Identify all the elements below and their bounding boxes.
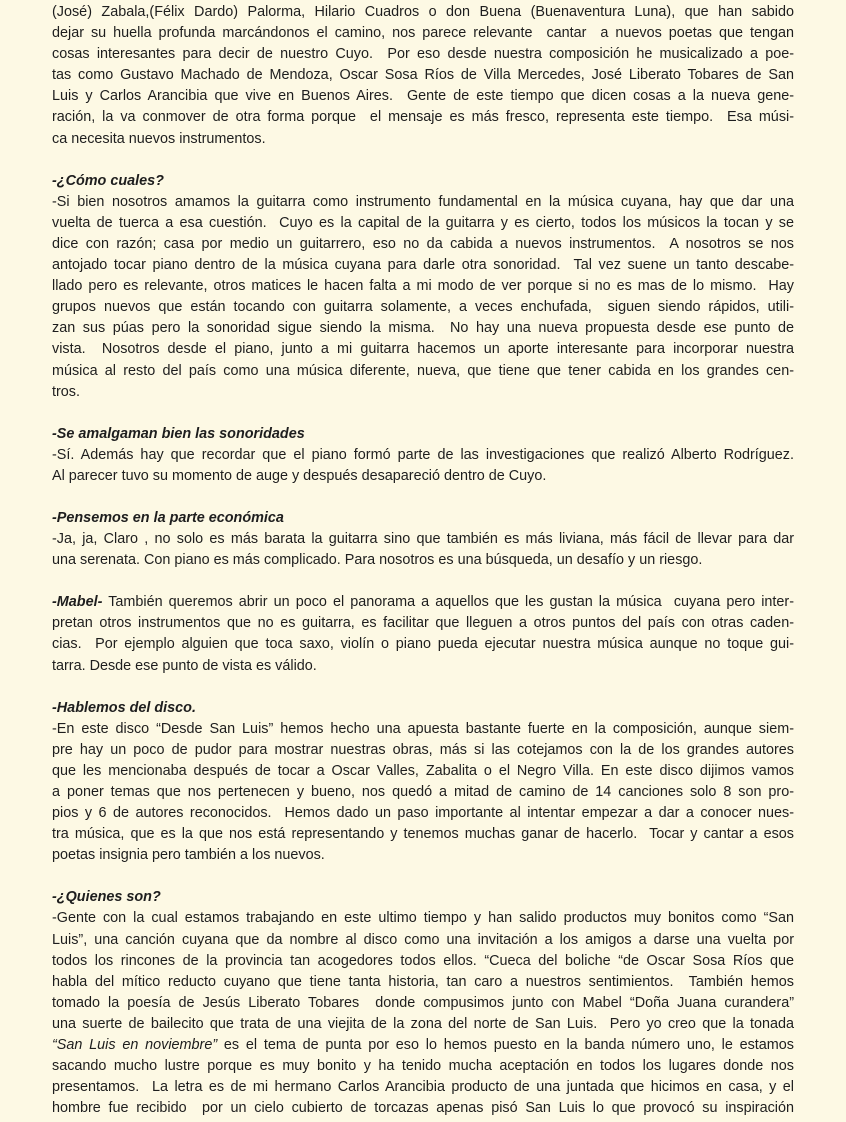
song-title: “San Luis en noviembre” (52, 1037, 218, 1054)
qa-disco (52, 698, 794, 867)
text-line: -Ja, ja, Claro , no solo es más barata la guitarra sino que también es más liviana, más fácil de llevar para dar (52, 531, 794, 548)
text-line: zan sus púas pero la sonoridad sigue siendo la misma. No hay una nueva propuesta desde ese punto de (52, 320, 794, 337)
text-line: habla del mítico reducto cuyano que tiene tanta historia, tan caro a nuestros sentimientos. También hemos (52, 973, 794, 990)
text-line: tomado la poesía de Jesús Liberato Tobares donde compusimos junto con Mabel “Doña Juana curandera” (52, 994, 794, 1011)
text-line: -Si bien nosotros amamos la guitarra como instrumento fundamental en la música cuyana, hay que dar una (52, 193, 794, 210)
interview-question: -¿Quienes son? (52, 889, 161, 906)
text-line: que les mencionaba después de tocar a Oscar Valles, Zabalita o el Negro Villa. En este disco dijimos vamos (52, 762, 794, 779)
qa-como-cuales (52, 171, 794, 403)
qa-mabel (52, 592, 794, 676)
text-line: dejar su huella profunda marcándonos el camino, nos parece relevante cantar a nuevos poetas que tengan (52, 25, 794, 42)
text-line: tas como Gustavo Machado de Mendoza, Oscar Sosa Ríos de Villa Mercedes, José Liberato Tobares de San (52, 67, 794, 84)
text-line: pios y 6 de autores reconocidos. Hemos dado un paso importante al intentar empezar a dar a conocer nues- (52, 805, 794, 822)
text-line: “San Luis en noviembre” es el tema de punta por eso lo hemos puesto en la banda número uno, le estamos (52, 1037, 794, 1054)
text-line: tarra. Desde ese punto de vista es válido. (52, 657, 317, 674)
text-line: tra música, que es la que nos está representando y tenemos muchas ganar de hacerlo. Tocar y cantar a esos (52, 826, 794, 843)
interview-question: -Hablemos del disco. (52, 699, 196, 716)
text-line: -Sí. Además hay que recordar que el piano formó parte de las investigaciones que realizó Alberto Rodríguez. (52, 446, 794, 463)
text-line: sacando mucho lustre porque es muy bonito y ha tenido mucha aceptación en todos los lugares donde nos (52, 1058, 794, 1075)
interview-question: -¿Cómo cuales? (52, 172, 164, 189)
text-line: a poner temas que nos pertenecen y bueno, nos quedó a mitad de camino de 14 canciones solo 8 son pro- (52, 784, 794, 800)
interview-question: -Se amalgaman bien las sonoridades (52, 425, 305, 442)
text-line: una suerte de bailecito que trata de una viejita de la zona del norte de San Luis. Pero yo creo que la tonada (52, 1015, 794, 1032)
text-line: todos los rincones de la provincia tan acogedores todos ellos. “Cueca del boliche “de Oscar Sosa Ríos que (52, 952, 794, 969)
text-line: Al parecer tuvo su momento de auge y después desapareció dentro de Cuyo. (52, 467, 547, 484)
interview-question: -Pensemos en la parte económica (52, 509, 284, 526)
text-line: Luis y Carlos Arancibia que vive en Buenos Aires. Gente de este tiempo que dicen cosas a la nueva gene- (52, 88, 794, 105)
text-line: cias. Por ejemplo alguien que toca saxo, violín o piano pueda ejecutar nuestra música aunque no toque gui- (52, 636, 794, 653)
text-line: una serenata. Con piano es más complicado. Para nosotros es una búsqueda, un desafío y un riesgo. (52, 552, 703, 569)
text-line: Luis”, una canción cuyana que da nombre al disco como una invitación a los amigos a darse una vuelta por (52, 931, 794, 948)
text-line: (José) Zabala,(Félix Dardo) Palorma, Hilario Cuadros o don Buena (Buenaventura Luna), que han sabido (52, 4, 794, 20)
text-line: música al resto del país como una música diferente, nueva, que tiene que tener cabida en los grandes cen- (52, 362, 794, 379)
text-line: tros. (52, 383, 80, 400)
text-line: pretan otros instrumentos que no es guitarra, es facilitar que lleguen a otros puntos del país con otras caden- (52, 615, 794, 632)
text-line: dice con razón; casa por medio un guitarrero, eso no da cabida a nuevos instrumentos. A nosotros se nos (52, 235, 794, 252)
intro-paragraph (52, 2, 794, 150)
text-line: -En este disco “Desde San Luis” hemos hecho una apuesta bastante fuerte en la composición, aunque siem- (52, 720, 794, 737)
text-line: -Gente con la cual estamos trabajando en este ultimo tiempo y han salido productos muy bonitos como “San (52, 910, 794, 927)
text-line: vuelta de tuerca a esa cuestión. Cuyo es la capital de la guitarra y es cierto, todos los músicos la tocan y se (52, 214, 794, 231)
qa-sonoridades (52, 424, 794, 487)
text-line: poetas insignia pero también a los nuevos. (52, 847, 325, 864)
text-line: ca necesita nuevos instrumentos. (52, 130, 266, 147)
text-line: hombre fue recibido por un cielo cubierto de torcazas apenas pisó San Luis lo que provocó su inspiración (52, 1100, 794, 1117)
text-line: pre hay un poco de pudor para mostrar nuestras obras, más si las cotejamos con la de los grandes autores (52, 741, 794, 758)
qa-economica (52, 508, 794, 571)
text-line: vista. Nosotros desde el piano, junto a mi guitarra hacemos un aporte interesante para incorporar nuestra (52, 341, 794, 358)
qa-quienes (52, 887, 794, 1119)
text-line: cosas interesantes para decir de nuestro Cuyo. Por eso desde nuestra composición he musicalizado a poe- (52, 46, 794, 63)
speaker-name: -Mabel- (52, 594, 103, 611)
text-line: grupos nuevos que están tocando con guitarra solamente, a veces enchufada, siguen siendo rápidos, utili- (52, 299, 794, 316)
text-line: antojado tocar piano dentro de la música cuyana para darle otra sonoridad. Tal vez suene un tanto descabe- (52, 257, 794, 274)
text-line: presentamos. La letra es de mi hermano Carlos Arancibia producto de una juntada que hicimos en casa, y el (52, 1079, 794, 1096)
text-line: -Mabel- También queremos abrir un poco el panorama a aquellos que les gustan la música cuyana pero inter- (52, 594, 794, 611)
text-line: ración, la va conmover de otra forma porque el mensaje es más fresco, representa este tiempo. Esa músi- (52, 109, 794, 126)
text-line: llado pero es relevante, otros matices le hacen falta a mi modo de ver porque si no es mas de lo mismo. Hay (52, 278, 794, 295)
